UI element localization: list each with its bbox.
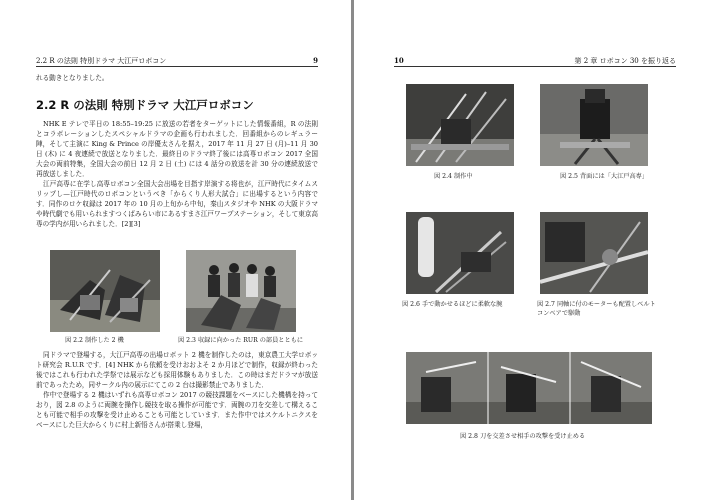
running-header	[36, 56, 318, 67]
figure-2-4-caption: 図 2.4 制作中	[434, 173, 473, 180]
running-header	[394, 56, 676, 67]
figure-2-6-photo	[406, 212, 514, 294]
left-page	[0, 0, 351, 500]
figure-2-5-photo	[540, 84, 648, 166]
figure-2-4-photo	[406, 84, 514, 166]
figure-2-7-photo	[540, 212, 648, 294]
continuation-text: れる動きとなりました。	[36, 74, 109, 82]
paragraph: 江戸高専に在学し高専ロボコン全国大会出場を目指す岸演する将也が，江戸時代にタイムスリップし—江戸時代のロボコンというべき「からくり人形大試合」に出場するという内容です．同作のロケ収録は 2017 年の 10 月の上旬から中旬，秦山スタジオや NHK の大阪ドラマや時代劇でも用いられますつくばみらい市にあるすまさ江戸ワープステーション，そして東京高専の学内が用いられました．[2][3]	[36, 180, 319, 228]
right-page	[354, 0, 704, 500]
page-number: 10	[394, 56, 404, 65]
paragraph: 同ドラマで登場する，大江戸高専の出場ロボット 2 機を制作したのは，東京農工大学ロボット研究会 R.U.R です．[4] NHK から依頼を受けおおよそ 2 か月ほどで制作，収録が終わった後ではこれも行われた学祭では展示なども採用体験もありました．この時はまだドラマが放送前であったため，同サークル内の展示にてこの 2 台は撮影禁止でありました．	[36, 351, 318, 389]
figure-2-8-photo	[406, 352, 652, 424]
section-heading: 2.2 R の法則 特別ドラマ 大江戸ロボコン	[36, 98, 254, 112]
figure-2-2-caption: 図 2.2 制作した 2 機	[65, 337, 124, 344]
paragraph: 作中で登場する 2 機はいずれも高専ロボコン 2017 の競技課題をベースにした機構を持っており，図 2.8 のように両腕を操作し競技を取る操作が可能です．両腕の刀を交差して構えることも可能で相手の攻撃を受け止めることも可能としています．また作中ではスケルトニクスをベースにした巨大からくりに村上新悟さんが搭乗し登場，	[36, 391, 318, 429]
figure-2-3-photo	[186, 250, 296, 332]
figure-2-7-caption: 図 2.7 同軸に付のモーターも配置しベルトコンベアで駆動	[537, 301, 656, 317]
header-chapter: 第 2 章 ロボコン 30 を振り返る	[574, 57, 676, 65]
page-number: 9	[313, 56, 318, 65]
figure-2-3-caption: 図 2.3 収録に向かった RUR の部員とともに	[178, 337, 304, 344]
paragraph: NHK E テレで平日の 18:55–19:25 に放送の若者をターゲットにした情報番組，R の法則とコラボレーションしたスペシャルドラマの企画も行われました．回番組からのレギュラー陣，そして主演に King & Prince の岸優太さんを据え，2017 年 11 月 27 日 (月)–11 月 30 日 (木) に 4 夜連続で放送となりました．最終日のドラマ終了後には高専ロボコン 2017 全国大会の両前特集，全国大会の前日 12 月 2 日 (土) には 4 話分の放送を計 30 分の連続放送で再放送しました．	[36, 120, 318, 178]
figure-2-8-caption: 図 2.8 刀を交差させ相手の攻撃を受け止める	[460, 433, 586, 440]
figure-2-6-caption: 図 2.6 手で動かせるほどに柔軟な腕	[402, 301, 503, 308]
header-section: 2.2 R の法則 特別ドラマ 大江戸ロボコン	[36, 57, 167, 65]
figure-2-2-photo	[50, 250, 160, 332]
figure-2-5-caption: 図 2.5 背面には「大江戸高専」	[560, 173, 649, 180]
